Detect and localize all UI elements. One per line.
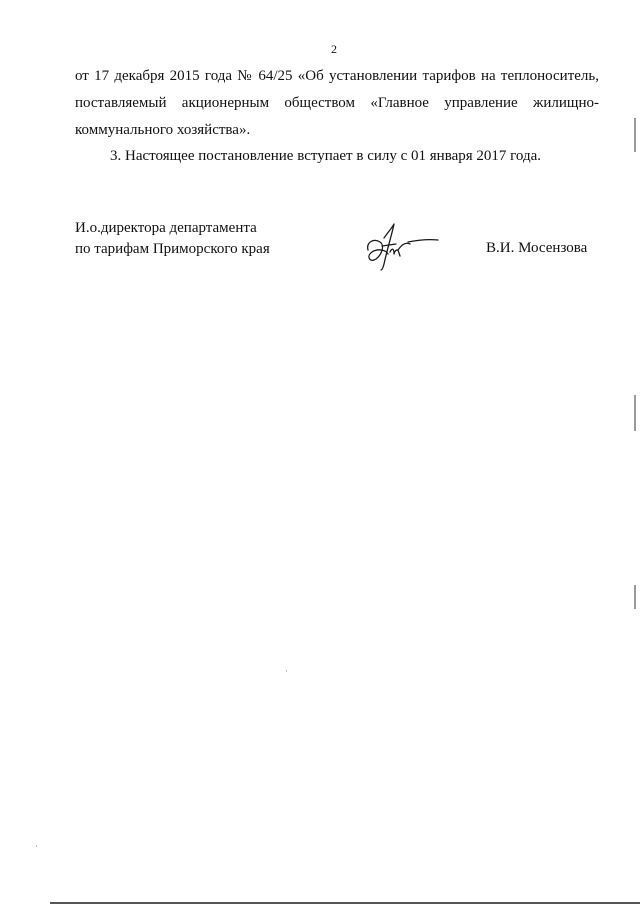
body-line-2: поставляемый акционерным обществом «Главное управление жилищно- <box>75 95 599 111</box>
clause-3-text: 3. Настоящее постановление вступает в силу с 01 января 2017 года. <box>110 148 542 164</box>
page-number: 2 <box>331 42 337 56</box>
scan-speck <box>286 670 287 672</box>
signer-name: В.И. Мосензова <box>486 240 588 256</box>
body-line-3: коммунального хозяйства». <box>75 122 251 138</box>
scan-edge-artifact <box>634 0 636 905</box>
scan-bottom-edge <box>50 902 640 904</box>
signer-position-line-2: по тарифам Приморского края <box>75 241 270 257</box>
scan-speck <box>36 845 37 847</box>
body-paragraph <box>75 63 599 144</box>
handwritten-signature <box>362 220 442 272</box>
signer-position <box>75 218 270 260</box>
signer-position-line-1: И.о.директора департамента <box>75 220 257 236</box>
body-line-1: от 17 декабря 2015 года № 64/25 «Об установлении тарифов на теплоноситель, <box>75 68 599 84</box>
